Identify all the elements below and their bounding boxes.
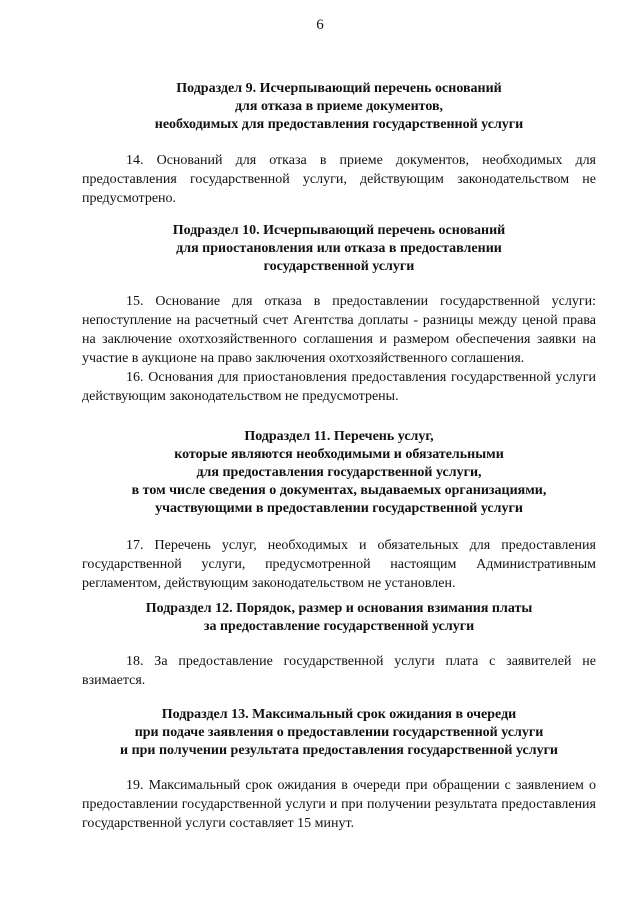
subsection-13 [82,706,596,833]
heading-line: государственной услуги [263,259,415,274]
heading-line: Подраздел 9. Исчерпывающий перечень оснований [176,81,502,96]
heading-line: и при получении результата предоставления государственной услуги [120,743,558,758]
subsection-11 [82,428,596,593]
heading-line: необходимых для предоставления государственной услуги [154,117,524,132]
paragraph-16: 16. Основания для приостановления предоставления государственной услуги действующим законодательством не предусмотрены. [82,370,596,404]
heading-line: при подаче заявления о предоставлении государственной услуги [134,725,544,740]
subsection-9-heading [82,80,596,134]
subsection-10 [82,222,596,406]
heading-line: Подраздел 13. Максимальный срок ожидания в очереди [161,707,517,722]
paragraph-14: 14. Оснований для отказа в приеме документов, необходимых для предоставления государственной услуги, действующим законодательством не предусмотрено. [82,153,596,206]
heading-line: для приостановления или отказа в предоставлении [176,241,502,256]
heading-line: Подраздел 12. Порядок, размер и основания взимания платы [145,601,533,616]
heading-line: участвующими в предоставлении государственной услуги [155,501,523,516]
heading-line: которые являются необходимыми и обязательными [174,447,504,462]
paragraph-18: 18. За предоставление государственной услуги плата с заявителей не взимается. [82,654,596,688]
paragraph-15: 15. Основание для отказа в предоставлении государственной услуги: непоступление на расчетный счет Агентства доплаты - разницы между ценой права на заключение охотхозяйственного соглашения и размером обеспечения заявки на участие в аукционе на право заключения охотхозяйственного соглашения. [82,294,596,366]
heading-line: Подраздел 10. Исчерпывающий перечень оснований [172,223,506,238]
heading-line: Подраздел 11. Перечень услуг, [244,429,434,444]
heading-line: для отказа в приеме документов, [234,99,444,114]
subsection-11-heading [82,428,596,518]
subsection-13-heading [82,706,596,760]
heading-line: за предоставление государственной услуги [203,619,475,634]
subsection-12-heading [82,600,596,636]
paragraph-19: 19. Максимальный срок ожидания в очереди при обращении с заявлением о предоставлении государственной услуги и при получении результата предоставления государственной услуги составляет 15 минут. [82,778,596,831]
paragraph-17: 17. Перечень услуг, необходимых и обязательных для предоставления государственной услуги, предусмотренной настоящим Административным регламентом, действующим законодательством не установлен. [82,538,596,591]
subsection-12 [82,600,596,690]
heading-line: для предоставления государственной услуги, [196,465,482,480]
subsection-9 [82,80,596,208]
heading-line: в том числе сведения о документах, выдаваемых организациями, [131,483,547,498]
subsection-10-heading [82,222,596,276]
page-number: 6 [316,17,324,33]
